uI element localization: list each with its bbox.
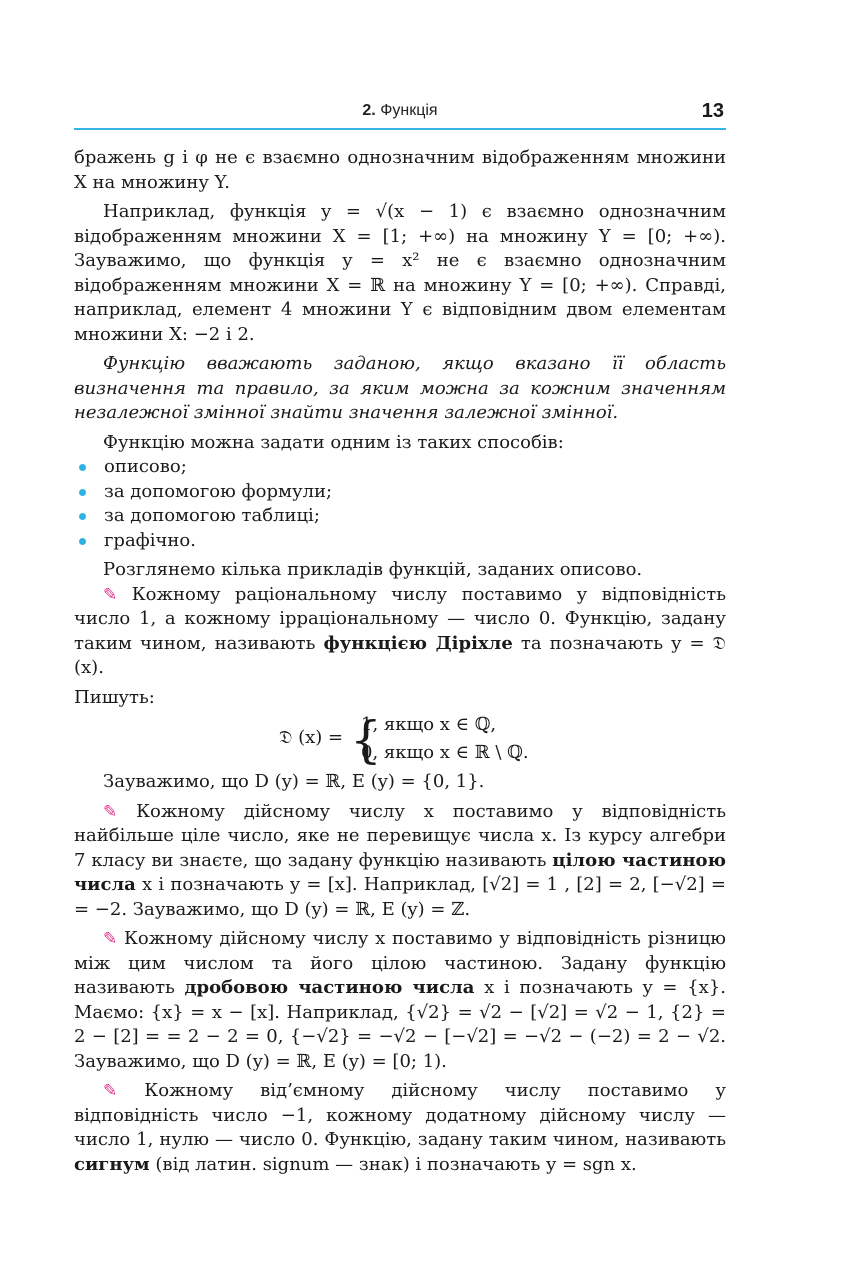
paragraph-2: Наприклад, функція y = √(x − 1) є взаємно однозначним відображенням множини X = [1; +∞) на множину Y = [0; +∞). Зауважимо, що функція y = x² не є взаємно однозначним відображенням множини X = ℝ на множину Y = [0; +∞). Справді, наприклад, елемент 4 множини Y є відповідним двом елементам множини X: −2 і 2. [74, 201, 726, 345]
list-item: за допомогою таблиці; [74, 504, 726, 529]
page-body [74, 146, 726, 1177]
formula-brace: { [350, 711, 382, 769]
fractional-part-paragraph: ✎ Кожному дійсному числу x поставимо у відповідність різницю між цим числом та його цілою частиною. Задану функцію називають дробовою частиною числа x і позначають y = {x}. Маємо: {x} = x − [x]. Наприклад, {√2} = √2 − [√2] = √2 − 1, {2} = 2 − [2] = = 2 − 2 = 0, {−√2} = −√2 − [−√2] = −√2 − (−2) = 2 − √2. Зауважимо, що D (y) = ℝ, E (y) = [0; 1). [74, 928, 726, 1072]
paragraph-1: бражень g і φ не є взаємно однозначним відображенням множини X на множину Y. [74, 147, 726, 193]
dirichlet-formula [74, 711, 726, 770]
chapter-title: 2. Функція [362, 102, 438, 119]
pencil-icon: ✎ [103, 1081, 118, 1101]
paragraph-5: Розглянемо кілька прикладів функцій, заданих описово. [103, 559, 643, 580]
list-item: за допомогою формули; [74, 480, 726, 505]
pencil-icon: ✎ [103, 801, 118, 822]
formula-case-1: 1, якщо x ∈ ℚ, [361, 714, 497, 735]
header-rule [74, 128, 726, 130]
bullet-icon [79, 538, 86, 545]
pencil-icon: ✎ [103, 584, 118, 605]
integer-part-paragraph: ✎ Кожному дійсному числу x поставимо у відповідність найбільше ціле число, яке не перевищує числа x. Із курсу алгебри 7 класу ви знаєте, що задану функцію називають цілою частиною числа x і позначають y = [x]. Наприклад, [√2] = 1 , [2] = 2, [−√2] = = −2. Зауважимо, що D (y) = ℝ, E (y) = ℤ. [74, 800, 726, 920]
paragraph-7: Пишуть: [74, 686, 155, 708]
formula-case-2: 0, якщо x ∈ ℝ \ ℚ. [361, 742, 529, 763]
list-item: графічно. [74, 529, 726, 554]
page-header [74, 100, 726, 128]
bullet-icon [79, 489, 86, 496]
dirichlet-paragraph: ✎ Кожному раціональному числу поставимо у відповідність число 1, а кожному ірраціональному — число 0. Функцію, задану таким чином, називають функцією Діріхле та позначають y = 𝔇 (x). [74, 583, 726, 678]
page-number: 13 [701, 100, 724, 122]
bullet-icon [79, 513, 86, 520]
paragraph-4: Функцію можна задати одним із таких способів: [103, 431, 564, 453]
pencil-icon: ✎ [103, 929, 118, 949]
definition-paragraph: Функцію вважають заданою, якщо вказано її область визначення та правило, за яким можна за кожним значенням незалежної змінної знайти значення залежної змінної. [74, 353, 726, 423]
list-item: описово; [74, 455, 726, 480]
paragraph-8: Зауважимо, що D (y) = ℝ, E (y) = {0, 1}. [103, 771, 485, 792]
bullet-icon [79, 464, 86, 471]
signum-paragraph: ✎ Кожному від’ємному дійсному числу поставимо у відповідність число −1, кожному додатному дійсному числу — число 1, нулю — число 0. Функцію, задану таким чином, називають сигнум (від латин. signum — знак) і позначають y = sgn x. [74, 1080, 726, 1175]
formula-lhs: 𝔇 (x) = [279, 727, 344, 748]
